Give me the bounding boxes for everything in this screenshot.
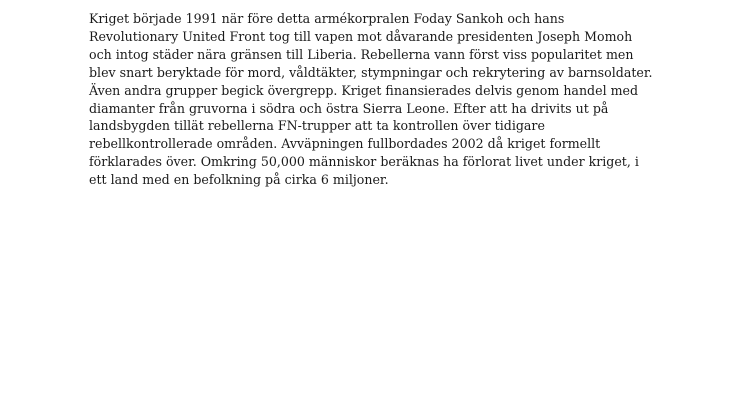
paragraph-line: rebellkontrollerade områden. Avväpningen fullbordades 2002 då kriget formellt [89, 136, 601, 152]
paragraph-line: landsbygden tillät rebellerna FN-trupper att ta kontrollen över tidigare [89, 118, 545, 134]
body-paragraph [89, 10, 669, 189]
paragraph-line: diamanter från gruvorna i södra och östra Sierra Leone. Efter att ha drivits ut på [89, 100, 609, 116]
paragraph-line: Kriget började 1991 när före detta armékorpralen Foday Sankoh och hans [89, 11, 565, 26]
paragraph-line: och intog städer nära gränsen till Liberia. Rebellerna vann först viss popularitet men [89, 46, 634, 62]
paragraph-line: ett land med en befolkning på cirka 6 miljoner. [89, 172, 389, 188]
paragraph-line: blev snart beryktade för mord, våldtäkter, stympningar och rekrytering av barnsoldater. [89, 64, 653, 80]
paragraph-line: Revolutionary United Front tog till vapen mot dåvarande presidenten Joseph Momoh [89, 28, 633, 44]
paragraph-line: förklarades över. Omkring 50,000 människor beräknas ha förlorat livet under kriget, i [89, 154, 639, 170]
paragraph-line: Även andra grupper begick övergrepp. Kriget finansierades delvis genom handel med [89, 82, 639, 98]
